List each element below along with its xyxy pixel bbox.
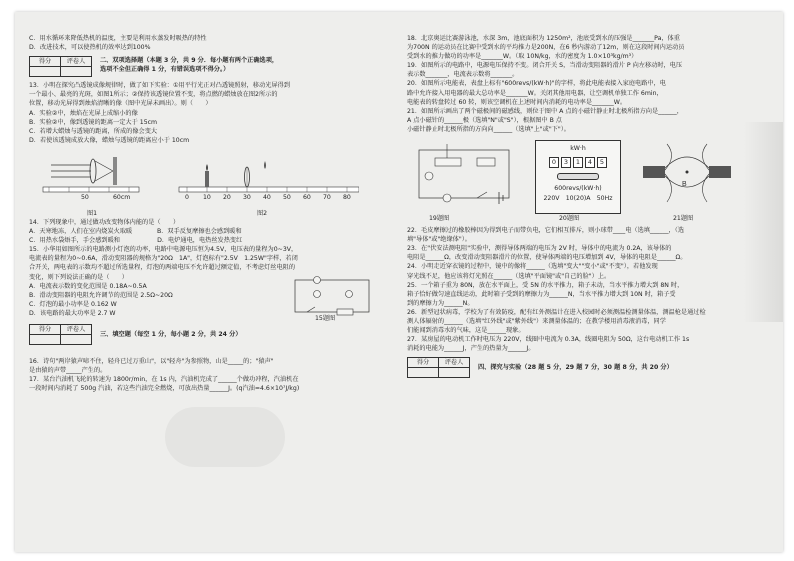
question-line: 受到水的推力做功的功率是_______W。（取 10N/kg，水的密度为 1.0×10³kg/m³） — [407, 53, 638, 61]
fig2-tick: 30 — [243, 193, 251, 201]
grader-blank — [439, 368, 470, 378]
option-d: D．该电路的最大功率是 2.7 W — [29, 309, 116, 317]
fig1-tick: 60cm — [113, 193, 131, 201]
figure2-optical-bench — [179, 161, 359, 192]
fig2-tick: 40 — [263, 193, 271, 201]
question-line: 合开关，两电表的示数均不超过所选量程，灯泡的两端电压不允许超过额定值，不考虑灯丝电阻的 — [29, 264, 296, 272]
score-table — [407, 357, 470, 378]
score-blank — [408, 368, 439, 378]
score-table — [29, 56, 92, 77]
option-a: A．实验②中，烛焰在光屏上成缩小的像 — [29, 109, 138, 117]
question-line: 19．如图所示的电路中，电源电压保持不变。闭合开关 S，当滑动变阻器的滑片 P 向左移动时，电压 — [407, 62, 683, 70]
question-line: 表示数_______，电流表示数将_______。 — [407, 71, 519, 79]
question-line: 穿光线不足，他应该将灯光照在______（选填"平面镜"或"自己的脸"）上。 — [407, 272, 611, 280]
question-line: 位置，移动光屏得到烛焰清晰的像（图中光屏未画出）。则（ ） — [29, 100, 212, 108]
score-cell: 得分 — [408, 358, 439, 368]
question-line: 为700N 的运动员在比赛中受到水的平均推力是200N，在6 秒内游动了12m，则在这段时间内运动员 — [407, 44, 685, 52]
score-box-section3 — [29, 324, 387, 345]
fig2-tick: 20 — [223, 193, 231, 201]
meter-disc-window — [557, 173, 599, 180]
meter-spec: 220V 10(20)A 50Hz — [543, 195, 613, 203]
question-line: 填"导体"或"绝缘体"）。 — [407, 236, 471, 244]
question-line: 23．在"伏安法测电阻"实验中，测得导体两端的电压为 2V 时，导体中的电流为 0.2A，该导体的 — [407, 245, 672, 253]
fig2-tick: 0 — [185, 193, 189, 201]
grader-cell: 评卷人 — [61, 57, 92, 67]
grader-blank — [61, 67, 92, 77]
left-column — [29, 34, 387, 393]
question-line: 小磁针静止时北极所指的方向向______（选填"上"或"下"）。 — [407, 125, 570, 133]
question-line: 电能表的转盘转过 60 转，则该空调机在上述时间内消耗的电功率是_______W。 — [407, 98, 627, 106]
question-line: 15．小华用如图所示的电路测小灯泡的功率，电路中电源电压恒为4.5V，电压表的量程为0~3V， — [29, 246, 298, 254]
option-d: D．若使该透镜成放大像，蜡烛与透镜的距离应小于 10cm — [29, 136, 190, 144]
option-line: C．用热水袋焐手，手会感到暖和 D．电炉通电，电热丝发热变红 — [29, 237, 243, 245]
meter-digit: 5 — [597, 157, 607, 168]
grader-cell: 评卷人 — [61, 324, 92, 334]
question-line: 27．某房屋的电动机工作时电压为 220V，线圈中电流为 0.3A，线圈电阻为 50Ω，这台电动机工作 1s — [407, 336, 690, 344]
question-line: C．用水循环来降低热机的温度，主要是利用水蒸发时吸热的特性 — [29, 35, 207, 42]
question-line: A 点小磁针的______极（选填"N"或"S"），根据图中 B 点 — [407, 116, 562, 124]
circuit-19-diagram — [407, 136, 517, 216]
q15-options-with-circuit — [29, 282, 387, 322]
fig2-tick: 80 — [343, 193, 351, 201]
exam-sheet — [15, 12, 783, 552]
electric-meter — [535, 140, 621, 214]
meter-digit: 4 — [585, 157, 595, 168]
figures-19-20-21 — [407, 136, 763, 224]
question-line: 们能闻到消毒水的气味，这是______现象。 — [407, 327, 525, 335]
figure1-lens-diagram — [43, 157, 139, 192]
option-c: C．灯泡的最小功率是 0.162 W — [29, 300, 117, 308]
question-line: 21．如图所示画出了两个磁极间的磁感线，则位于图中 A 点的小磁针静止时北极所指方向是______， — [407, 107, 683, 115]
question-line: 电阻是______Ω，改变滑动变阻器滑片的位置，使导体两端的电压增加到 4V，导体的电阻是______Ω。 — [407, 254, 687, 262]
svg-text:B: B — [682, 181, 687, 189]
fig19-caption: 19题图 — [429, 215, 450, 223]
option-a: A．电流表示数的变化范围是 0.18A~0.5A — [29, 282, 147, 290]
score-box-section4 — [407, 357, 763, 378]
magnetic-field-21-diagram — [637, 136, 737, 216]
fig1-caption: 图1 — [87, 209, 98, 217]
question-line: 17．某台汽油机飞轮的转速为 1800r/min，在 1s 内，汽油机完成了______个做功冲程，汽油机在 — [29, 376, 299, 384]
option-c: C．若增大蜡烛与透镜的距离，所成的像会变大 — [29, 127, 158, 135]
section-title: 四、探究与实验（28 题 5 分，29 题 7 分，30 题 8 分，共 20 分） — [478, 364, 673, 372]
figure-captions — [29, 209, 387, 218]
question-line: 消耗的电能为______J，产生的热量为______J。 — [407, 345, 535, 353]
faint-watermark — [165, 407, 285, 467]
fig15-caption: 15题图 — [315, 314, 336, 322]
fig1-tick: 50 — [81, 193, 89, 201]
question-line: 测人体辐射的______（选填"红外线"或"紫外线"）来测量体温的；在教学楼用消毒液消毒，同学 — [407, 317, 666, 325]
question-line: 路中允许接入用电器的最大总功率是_______W。关闭其他用电器，让空调机单独工作 6min， — [407, 89, 663, 97]
meter-digit: 1 — [573, 157, 583, 168]
question-line: D．改进技术，可以使热机的效率达到100% — [29, 44, 151, 52]
question-line: 变化，则下列说法正确的是（ ） — [29, 273, 128, 281]
question-line: 是由猿的声带_____产生的。 — [29, 367, 107, 375]
fig2-tick: 50 — [283, 193, 291, 201]
score-cell: 得分 — [30, 324, 61, 334]
meter-digit: 3 — [561, 157, 571, 168]
fig2-caption: 图2 — [257, 209, 268, 217]
question-line: 电流表的量程为0~0.6A，滑动变阻器的规格为"20Ω 1A"，灯泡标有"2.5V 1.25W"字样，若闭 — [29, 255, 298, 263]
fig2-tick: 60 — [303, 193, 311, 201]
grader-cell: 评卷人 — [439, 358, 470, 368]
option-line: A．天寒地冻，人们在室内烧炭火取暖 B．双手反复摩擦也会感到暖和 — [29, 228, 242, 236]
score-blank — [30, 335, 61, 345]
section-title: 三、填空题（每空 1 分，每小题 2 分，共 24 分） — [100, 330, 242, 338]
meter-unit: kW·h — [570, 145, 586, 153]
question-line: 14．下列现象中，通过做功改变物体内能的是（ ） — [29, 218, 180, 226]
score-cell: 得分 — [30, 57, 61, 67]
grader-blank — [61, 335, 92, 345]
option-b: B．滑动变阻器的电阻允许调节的范围是 2.5Ω~20Ω — [29, 291, 173, 299]
lens-figures — [29, 147, 387, 207]
question-line: 到的摩擦力为______N。 — [407, 299, 474, 307]
question-line: 一个最小、最亮的光斑，如图1所示；②保持该透镜位置不变，将点燃的蜡烛放在图2所示的 — [29, 91, 278, 99]
question-line: 24．小明走近穿衣镜的过程中，镜中的像将______（选填"变大""变小"或"不变"），若他发现 — [407, 263, 658, 271]
section-note: 选项不全但正确得 1 分，有错误选项不得分。） — [100, 66, 230, 74]
score-blank — [30, 67, 61, 77]
question-line: 18．北京奥运比赛游泳池，水深 3m，池底面积为 1250m²，池底受到水的压强是_______Pa，体重 — [407, 35, 680, 42]
meter-revs: 600revs/(kW·h) — [554, 185, 602, 193]
question-line: 22．毛皮摩擦过的橡胶棒因为得到电子而带负电，它们相互排斥，则小球带____电（选填______，（选 — [407, 227, 685, 235]
question-line: 一段时间内消耗了 500g 汽油，若这些汽油完全燃烧，可放出热量______J。(q汽油=4.6×10⁷J/kg) — [29, 385, 300, 393]
fig2-tick: 70 — [323, 193, 331, 201]
fig2-tick: 10 — [203, 193, 211, 201]
score-box-section2 — [29, 56, 387, 77]
question-line: 13．小明在探究凸透镜成像规律时，做了如下实验：①用平行光正对凸透镜照射，移动光屏得到 — [29, 82, 290, 90]
score-table — [29, 324, 92, 345]
question-line: 箱子恰好做匀速直线运动，此时箱子受到的摩擦力为______N，当水平推力增大到 10N 时，箱子受 — [407, 290, 676, 298]
question-line: 20．如图所示电能表，表盘上标有"600revs/(kW·h)"的字样，将此电能表接入家庭电路中，电 — [407, 80, 666, 88]
question-line: 25．一个箱子重为 80N，放在水平面上，受 5N 的水平推力，箱子未动，当水平推力增大到 8N 时， — [407, 281, 684, 289]
question-line: 16．诗句"两岸猿声啼不住，轻舟已过万重山"，以"轻舟"为参照物，山是_____的；"猿声" — [29, 358, 274, 366]
question-line: 26．新型冠状病毒，学校为了有效防疫，配有红外测温计在进入校园时必须测温检测量体温，测温枪是通过检 — [407, 308, 706, 316]
fig20-caption: 20题图 — [559, 215, 580, 223]
section-title: 二、双项选择题（本题 3 分，共 9 分．每小题有两个正确选项， — [100, 57, 279, 65]
right-column — [407, 34, 763, 382]
fig21-caption: 21题图 — [673, 215, 694, 223]
option-b: B．实验②中，像到透镜的距离一定大于 15cm — [29, 118, 158, 126]
meter-digit: 0 — [549, 157, 559, 168]
meter-digits — [536, 157, 620, 168]
